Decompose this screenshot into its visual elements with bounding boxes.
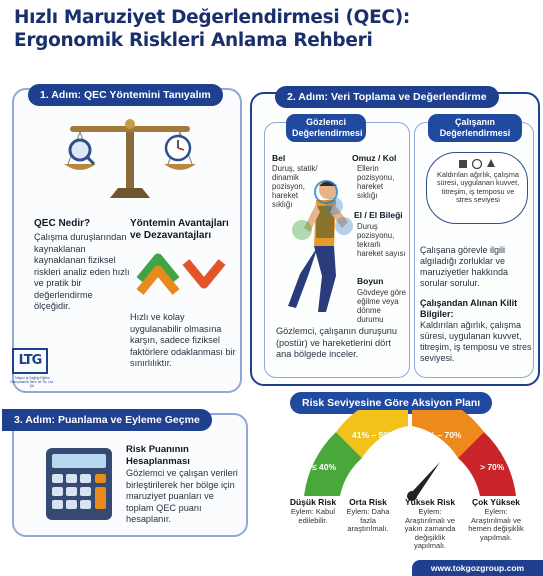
weight-clock-icons <box>457 157 499 169</box>
title-line-2: Ergonomik Riskleri Anlama Rehberi <box>14 30 373 51</box>
gauge-label-very-high: > 70% <box>480 462 505 472</box>
calc-title: Risk Puanının Hesaplanması <box>126 444 190 467</box>
balance-scale-icon <box>60 112 200 202</box>
bel-text: Duruş, statik/ dinamik pozisyon, hareket sıklığı <box>272 164 318 209</box>
observer-heading: Gözlemci Değerlendirmesi <box>286 114 366 142</box>
pros-cons-text: Hızlı ve kolay uygulanabilir olmasına karşın, sadece fiziksel faktörlere odaklanması bir sınırlılıktır. <box>130 312 236 368</box>
level-medium-action: Eylem: Daha fazla araştırılmalı. <box>346 507 390 533</box>
gauge-label-low: ≤ 40% <box>312 462 337 472</box>
title-line-1: Hızlı Maruziyet Değerlendirmesi (QEC): <box>14 7 410 28</box>
qec-what-title: QEC Nedir? <box>34 218 91 229</box>
worker-figure-icon <box>278 176 358 316</box>
el-text: Duruş pozisyonu, tekrarlı hareket sayısı <box>357 222 406 258</box>
logo-mark: LTG <box>12 348 48 374</box>
risk-plan-heading: Risk Seviyesine Göre Aksiyon Planı <box>290 392 492 414</box>
worker-info-text: Kaldırılan ağırlık, çalışma süresi, uygulanan kuvvet, titreşim, iş temposu ve stres seviyesi. <box>420 320 532 363</box>
level-medium-name: Orta Risk <box>349 497 387 507</box>
worker-text: Çalışana görevle ilgili algıladığı zorluklar ve maruziyetler hakkında sorular sorulur. <box>420 245 509 288</box>
el-title: El / El Bileği <box>354 210 403 220</box>
level-low-action: Eylem: Kabul edilebilir. <box>290 507 336 525</box>
step1-heading: 1. Adım: QEC Yöntemini Tanıyalım <box>28 84 223 106</box>
gauge-label-medium: 41% – 50% <box>352 430 396 440</box>
level-very-high-action: Eylem: Araştırılmalı ve hemen değişiklik yapılmalı. <box>468 507 524 542</box>
footer-bar <box>412 560 543 576</box>
risk-gauge <box>290 410 530 502</box>
thought-cloud <box>426 152 528 224</box>
omuz-text: Ellerin pozisyonu, hareket sıklığı <box>357 164 395 200</box>
bel-title: Bel <box>272 153 286 163</box>
level-high-action: Eylem: Araştırılmalı ve yakın zamanda değişiklik yapılmalı. <box>404 507 456 550</box>
level-low-name: Düşük Risk <box>289 497 337 507</box>
qec-what-text: Çalışma duruşlarından kaynaklanan kaynaklanan fiziksel riskleri analiz eden hızlı ve pratik bir değerlendirme ölçeğidir. <box>34 232 130 311</box>
up-down-arrows-icon <box>134 244 230 300</box>
observer-summary: Gözlemci, çalışanın duruşunu (postür) ve hareketlerini dört ana bölgede inceler. <box>276 326 398 359</box>
cloud-text: Kaldırılan ağırlık, çalışma süresi, uygulanan kuvvet, titreşim, iş temposu ve stres seviyesi <box>436 170 520 205</box>
boyun-title: Boyun <box>357 276 384 286</box>
pros-cons-title: Yöntemin Avantajları ve Dezavantajları <box>130 218 229 241</box>
logo-caption: Tokgöz İş Sağlığı Eğitim Danışmanlık Serv. ve Tic. Ltd. Şti. <box>10 376 54 388</box>
website-link[interactable]: www.tokgozgroup.com <box>430 563 525 573</box>
calc-text: Gözlemci ve çalışan verileri birleştirilerek her bölge için maruziyet puanları ve toplam QEC puanı hesaplanır. <box>126 468 238 524</box>
worker-info-title: Çalışandan Alınan Kilit Bilgiler: <box>420 298 518 319</box>
worker-heading: Çalışanın Değerlendirmesi <box>428 114 522 142</box>
company-logo <box>10 348 54 398</box>
boyun-text: Gövdeye göre eğilme veya dönme durumu <box>357 288 406 324</box>
gauge-label-high: 51% – 70% <box>418 430 462 440</box>
omuz-title: Omuz / Kol <box>352 153 397 163</box>
level-high-name: Yüksek Risk <box>404 497 456 507</box>
page-title <box>14 6 474 52</box>
step3-heading: 3. Adım: Puanlama ve Eyleme Geçme <box>2 409 212 431</box>
step2-heading: 2. Adım: Veri Toplama ve Değerlendirme <box>275 86 499 108</box>
level-very-high-name: Çok Yüksek <box>471 497 521 507</box>
calculator-icon <box>44 446 114 522</box>
